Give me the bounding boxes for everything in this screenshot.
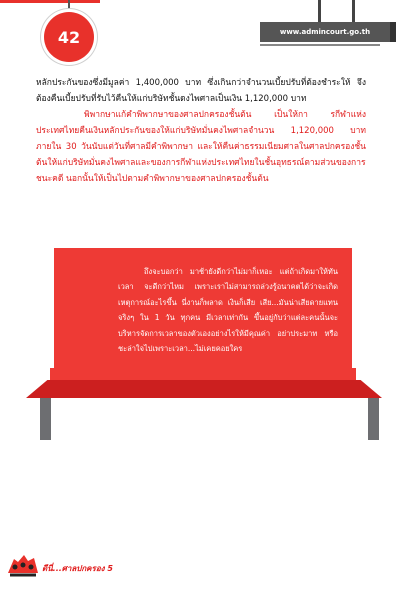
body-paragraph-red: พิพากษาแก้คำพิพากษาของศาลปกครองชั้นต้น เป็นให้กา รกีฬาแห่งประเทศไทยคืนเงินหลักประกันของให้แก่บริษัทมั่นคงไพศาลจำนวน 1,120,000 บาท ภายใน 30 วันนับแต่วันที่ศาลมีคำพิพากษา และให้คืนค่าธรรมเนียมศาลในศาลปกครองชั้นต้นให้แก่บริษัทมั่นคงไพศาลและของการกีฬาแห่งประเทศไทยในชั้นอุทธรณ์ตามส่วนของการชนะคดี นอกนั้นให้เป็นไปตามคำพิพากษาของศาลปกครองชั้นต้น xyxy=(36,109,366,184)
stacked-figures-icon xyxy=(6,553,40,579)
page-number-badge: 42 xyxy=(44,12,94,62)
bench-quote-text: ถึงจะบอกว่า มาช้ายังดีกว่าไม่มาก็เหอะ แต่ถ้าเกิดมาให้ทันเวลา จะดีกว่าไหม เพราะเราไม่สามารถล่วงรู้อนาคตได้ว่าจะเกิดเหตุการณ์อะไรขึ้น นี่งานก็พลาด เงินก็เสีย เสีย...มันน่าเสียดายแทนจริงๆ ใน 1 วัน ทุกคน มีเวลาเท่ากัน ขึ้นอยู่กับว่าแต่ละคนนั้นจะบริหารจัดการเวลาของตัวเองอย่างไรให้มีคุณค่า อย่าประมาท หรือชะล่าใจไปเพราะเวลา...ไม่เคยคอยใคร xyxy=(118,266,338,353)
footer-title: ดีนี่...ศาลปกครอง 5 xyxy=(42,564,113,573)
bench-seat-front xyxy=(26,380,382,398)
sign-edge xyxy=(390,22,396,42)
bench-leg-right xyxy=(368,398,379,440)
body-paragraph-black: หลักประกันของซึ่งมีมูลค่า 1,400,000 บาท ซึ่งเกินกว่าจำนวนเบี้ยปรับที่ต้องชำระให้ จึงต้องคืนเบี้ยปรับที่รับไว้คืนให้แก่บริษัทชั้นดงไพศาลเป็นเงิน 1,120,000 บาท xyxy=(36,77,366,104)
website-sign[interactable]: www.admincourt.go.th xyxy=(260,22,390,42)
sign-hanger-right xyxy=(352,0,355,22)
bench-backrest xyxy=(54,248,352,368)
header-rule xyxy=(0,0,100,3)
sign-hanger-left xyxy=(318,0,321,22)
badge-hanger xyxy=(68,0,70,12)
sign-shadow xyxy=(260,44,380,46)
bench-leg-left xyxy=(40,398,51,440)
bench-quote xyxy=(118,264,338,357)
bench-seat-top xyxy=(50,368,356,380)
